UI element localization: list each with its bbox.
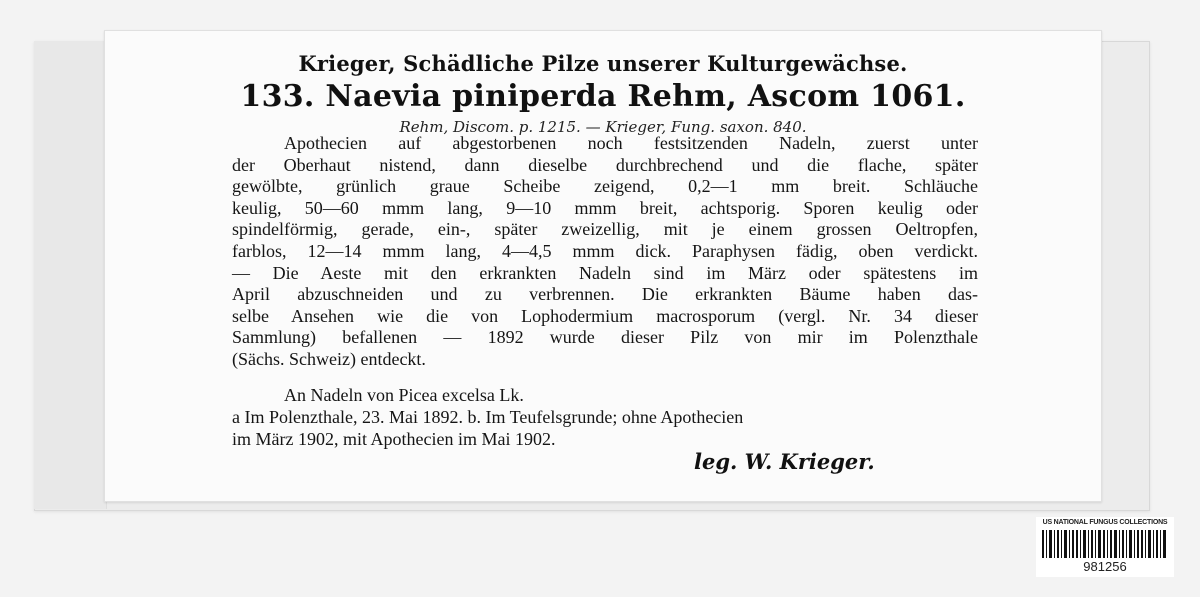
description-paragraph: [232, 133, 978, 371]
description-line: April abzuschneiden und zu verbrennen. Die erkrankten Bäume haben das-: [232, 284, 978, 305]
barcode-icon: [1042, 530, 1168, 558]
description-line: (Sächs. Schweiz) entdeckt.: [232, 348, 426, 369]
barcode-caption: US NATIONAL FUNGUS COLLECTIONS: [1042, 519, 1168, 526]
specimen-label: [104, 30, 1102, 502]
species-heading: 133. Naevia piniperda Rehm, Ascom 1061.: [240, 79, 966, 114]
collector-signature: leg. W. Krieger.: [694, 449, 875, 474]
locality-line-1: a Im Polenzthale, 23. Mai 1892. b. Im Teufelsgrunde; ohne Apothecien: [232, 407, 744, 427]
description-line: farblos, 12—14 mmm lang, 4—4,5 mmm dick. Paraphysen fädig, oben verdickt.: [232, 240, 978, 261]
description-line: Apothecien auf abgestorbenen noch festsitzenden Nadeln, zuerst unter: [284, 133, 978, 153]
description-line: spindelförmig, gerade, ein-, später zweizellig, mit je einem grossen Oeltropfen,: [232, 219, 978, 240]
host-substrate: An Nadeln von Picea excelsa Lk.: [284, 385, 524, 405]
description-line: — Die Aeste mit den erkrankten Nadeln sind im März oder spätestens im: [232, 262, 978, 283]
description-line: Sammlung) befallenen — 1892 wurde dieser Pilz von mir im Polenzthale: [232, 327, 978, 348]
barcode-number: 981256: [1083, 559, 1127, 574]
barcode-label: [1036, 517, 1174, 577]
description-line: gewölbte, grünlich graue Scheibe zeigend, 0,2—1 mm breit. Schläuche: [232, 176, 978, 197]
envelope-flap: [34, 41, 107, 509]
series-title: Krieger, Schädliche Pilze unserer Kulturgewächse.: [298, 51, 908, 76]
description-line: keulig, 50—60 mmm lang, 9—10 mmm breit, achtsporig. Sporen keulig oder: [232, 197, 978, 218]
description-line: der Oberhaut nistend, dann dieselbe durchbrechend und die flache, später: [232, 154, 978, 175]
locality-line-2: im März 1902, mit Apothecien im Mai 1902.: [232, 429, 556, 449]
literature-references: Rehm, Discom. p. 1215. — Krieger, Fung. saxon. 840.: [399, 118, 807, 136]
description-line: selbe Ansehen wie die von Lophodermium macrosporum (vergl. Nr. 34 dieser: [232, 305, 978, 326]
